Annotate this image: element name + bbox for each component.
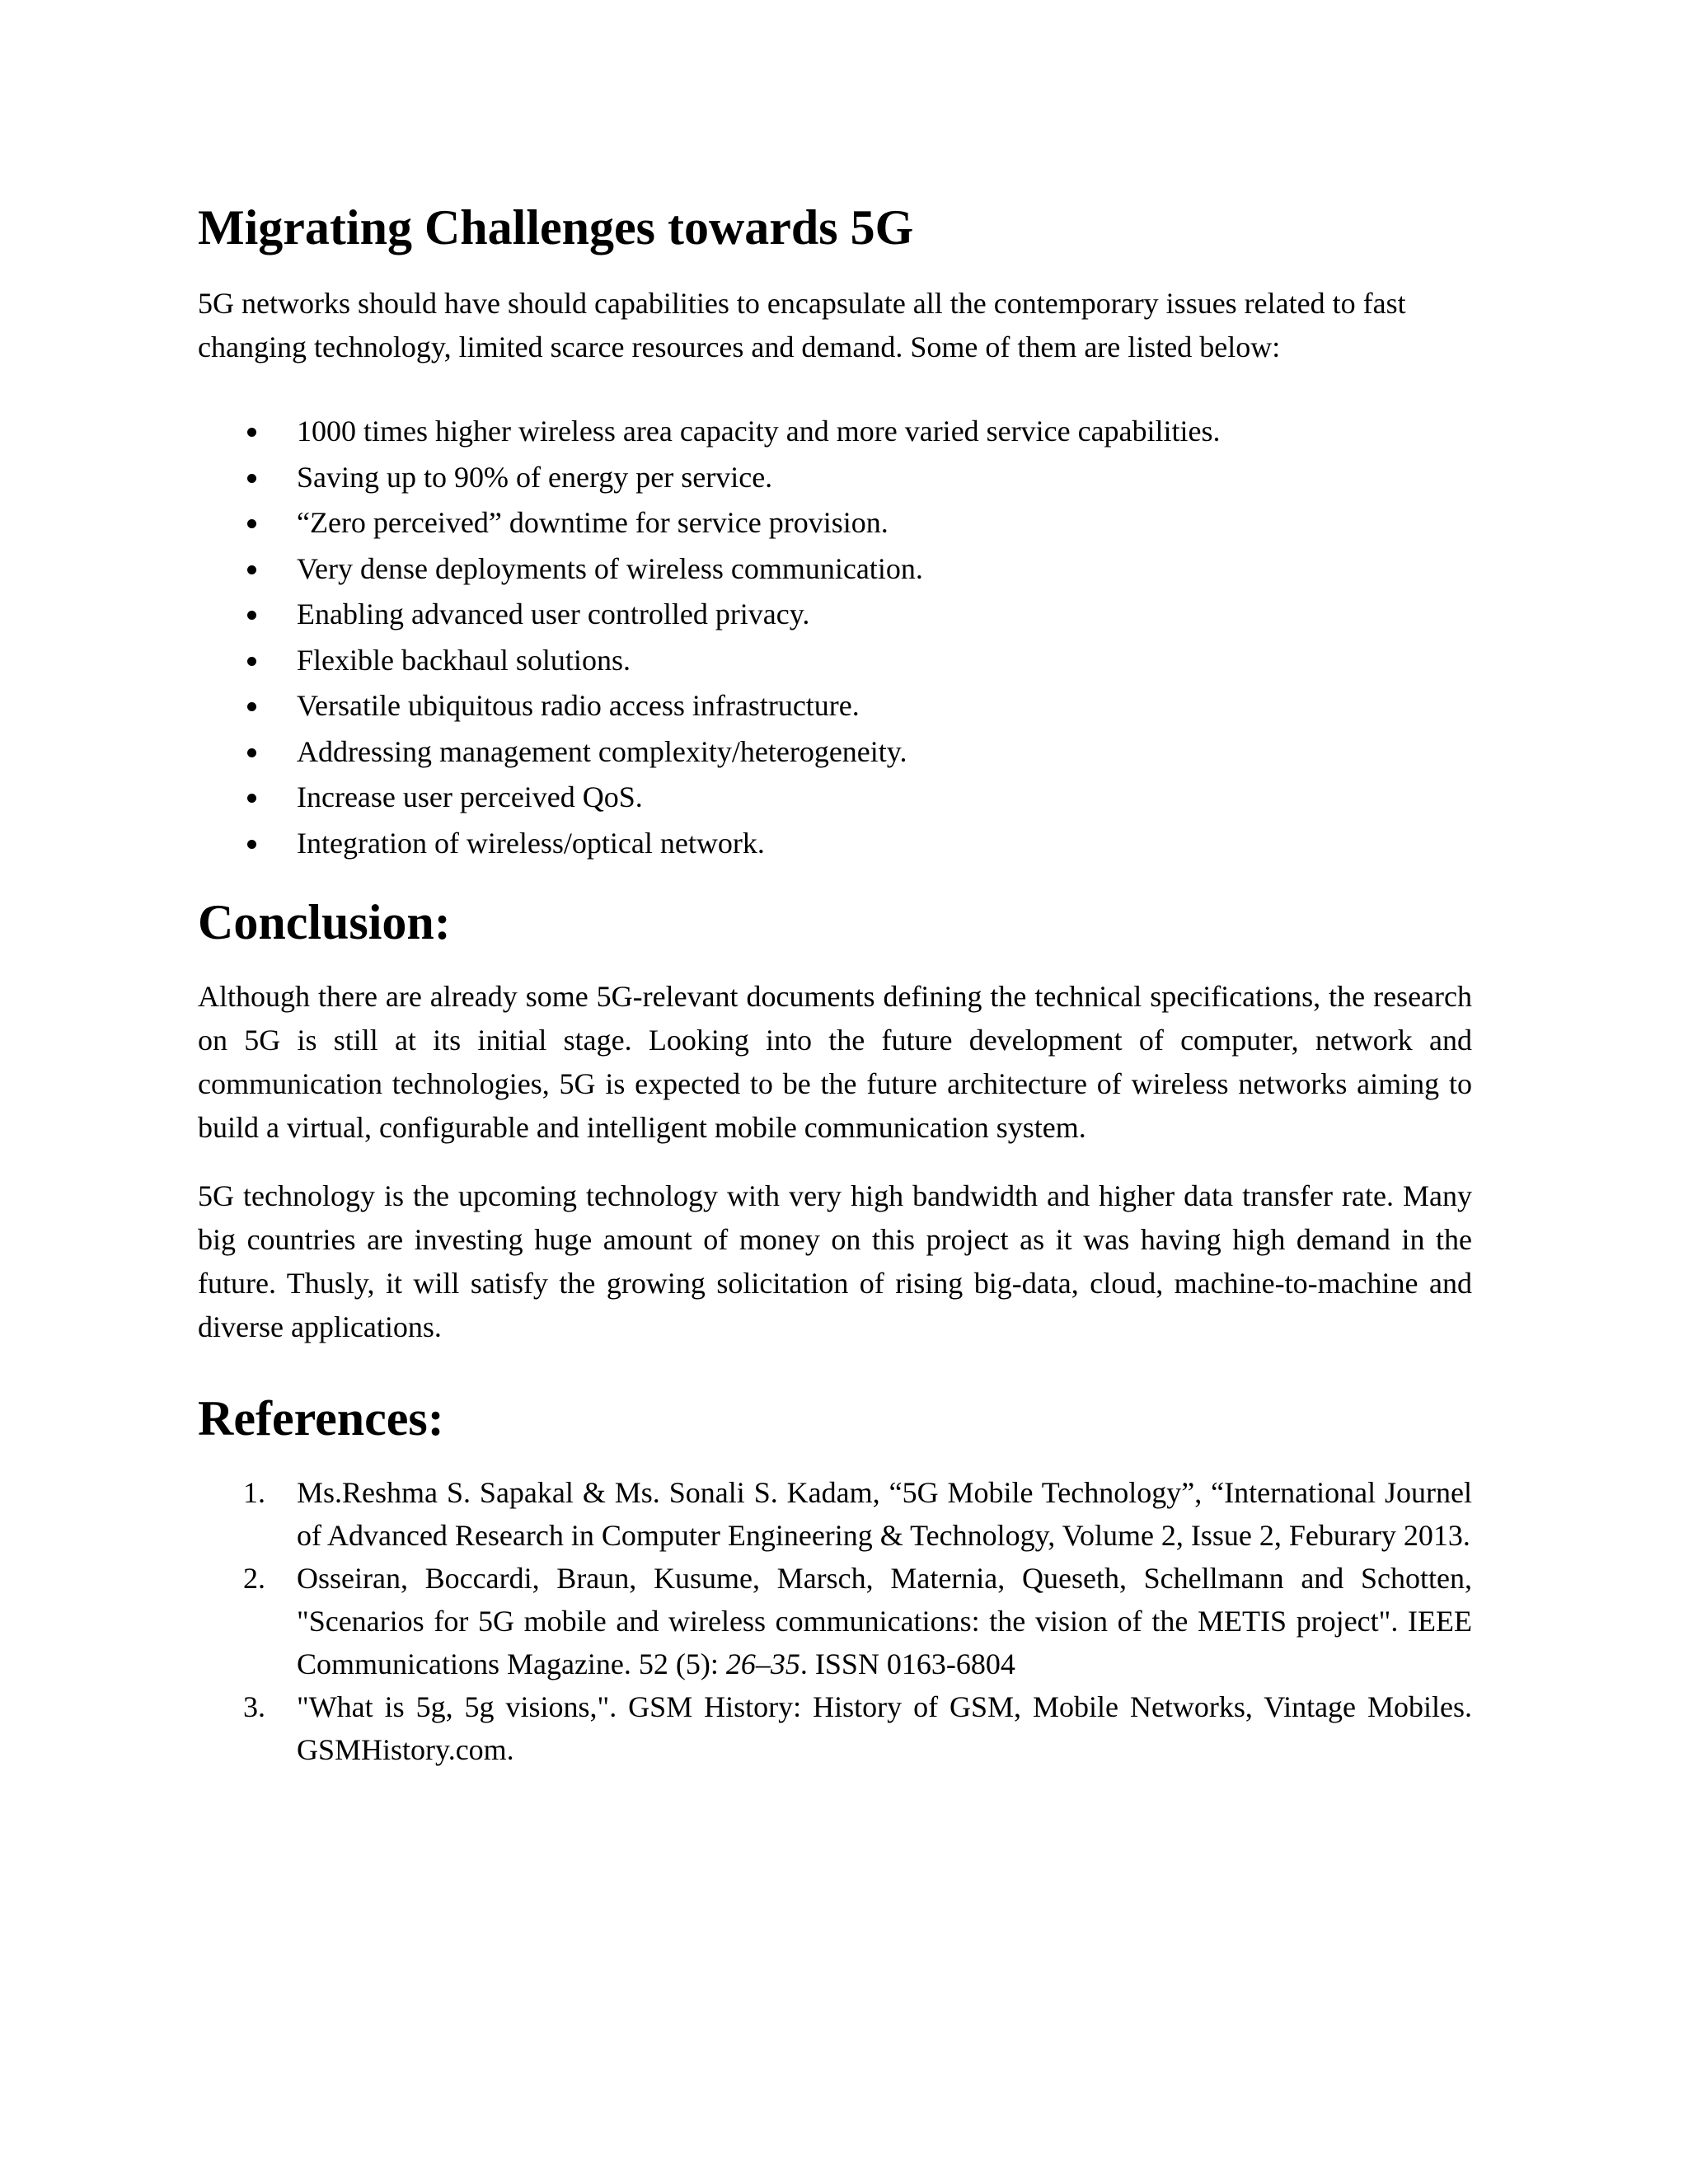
bullet-icon xyxy=(247,840,256,849)
section-spacer xyxy=(198,1374,1472,1387)
intro-paragraph: 5G networks should have should capabilities to encapsulate all the contemporary issues related to fast changing technology, limited scarce resources and demand. Some of them are listed below: xyxy=(198,287,1406,363)
bullet-icon xyxy=(247,474,256,483)
list-item-text: Versatile ubiquitous radio access infrastructure. xyxy=(297,689,860,722)
document-page xyxy=(198,196,1472,1771)
list-item xyxy=(198,592,1472,638)
reference-number: 2. xyxy=(243,1562,265,1595)
list-item xyxy=(198,638,1472,684)
reference-item xyxy=(198,1685,1472,1771)
bullet-icon xyxy=(247,611,256,620)
reference-text: "What is 5g, 5g visions,". GSM History: History of GSM, Mobile Networks, Vintage Mobiles. GSMHistory.com. xyxy=(297,1690,1472,1766)
list-item-text: Addressing management complexity/heterogeneity. xyxy=(297,734,907,768)
section-title-references: References: xyxy=(198,1391,444,1446)
reference-number: 1. xyxy=(243,1476,265,1509)
reference-item xyxy=(198,1557,1472,1685)
list-item xyxy=(198,683,1472,729)
conclusion-paragraph-1: Although there are already some 5G-relevant documents defining the technical specifications, the research on 5G is still at its initial stage. Looking into the future development of computer, network and communication technologies, 5G is expected to be the future architecture of wireless networks aiming to build a virtual, configurable and intelligent mobile communication system. xyxy=(198,980,1472,1144)
list-item xyxy=(198,409,1472,455)
bullet-icon xyxy=(247,748,256,757)
reference-item xyxy=(198,1471,1472,1557)
reference-text: Ms.Reshma S. Sapakal & Ms. Sonali S. Kadam, “5G Mobile Technology”, “International Journel of Advanced Research in Computer Engineering & Technology, Volume 2, Issue 2, Feburary 2013. xyxy=(297,1476,1472,1552)
reference-text: Osseiran, Boccardi, Braun, Kusume, Marsch, Maternia, Queseth, Schellmann and Schotten, "Scenarios for 5G mobile and wireless communications: the vision of the METIS project". IEEE Communications Magazine. 52 (5): xyxy=(297,1562,1472,1680)
list-item xyxy=(198,775,1472,821)
list-item-text: “Zero perceived” downtime for service provision. xyxy=(297,506,889,539)
list-item-text: Integration of wireless/optical network. xyxy=(297,826,765,860)
list-item-text: Flexible backhaul solutions. xyxy=(297,643,631,677)
challenges-list xyxy=(198,409,1472,866)
bullet-icon xyxy=(247,565,256,574)
section-title-migrating-challenges: Migrating Challenges towards 5G xyxy=(198,200,914,255)
bullet-icon xyxy=(247,428,256,437)
bullet-icon xyxy=(247,794,256,803)
list-item xyxy=(198,500,1472,546)
section-title-conclusion: Conclusion: xyxy=(198,895,451,949)
list-item-text: Increase user perceived QoS. xyxy=(297,780,643,813)
list-item xyxy=(198,729,1472,776)
bullet-icon xyxy=(247,519,256,528)
bullet-icon xyxy=(247,702,256,711)
list-item-text: Enabling advanced user controlled privacy. xyxy=(297,598,810,630)
reference-number: 3. xyxy=(243,1690,265,1723)
list-item-text: Very dense deployments of wireless communication. xyxy=(297,551,923,585)
reference-pages: 26–35 xyxy=(725,1647,800,1680)
conclusion-paragraph-2: 5G technology is the upcoming technology with very high bandwidth and higher data transfer rate. Many big countries are investing huge amount of money on this project as it was having high demand in the future. Thusly, it will satisfy the growing solicitation of rising big-data, cloud, machine-to-machine and diverse applications. xyxy=(198,1179,1472,1343)
list-item-text: Saving up to 90% of energy per service. xyxy=(297,460,773,494)
reference-text-issn: . ISSN 0163-6804 xyxy=(799,1647,1015,1680)
bullet-icon xyxy=(247,657,256,666)
list-item xyxy=(198,821,1472,867)
list-item xyxy=(198,546,1472,593)
list-item-text: 1000 times higher wireless area capacity and more varied service capabilities. xyxy=(297,415,1221,448)
list-item xyxy=(198,455,1472,501)
references-list xyxy=(198,1471,1472,1771)
